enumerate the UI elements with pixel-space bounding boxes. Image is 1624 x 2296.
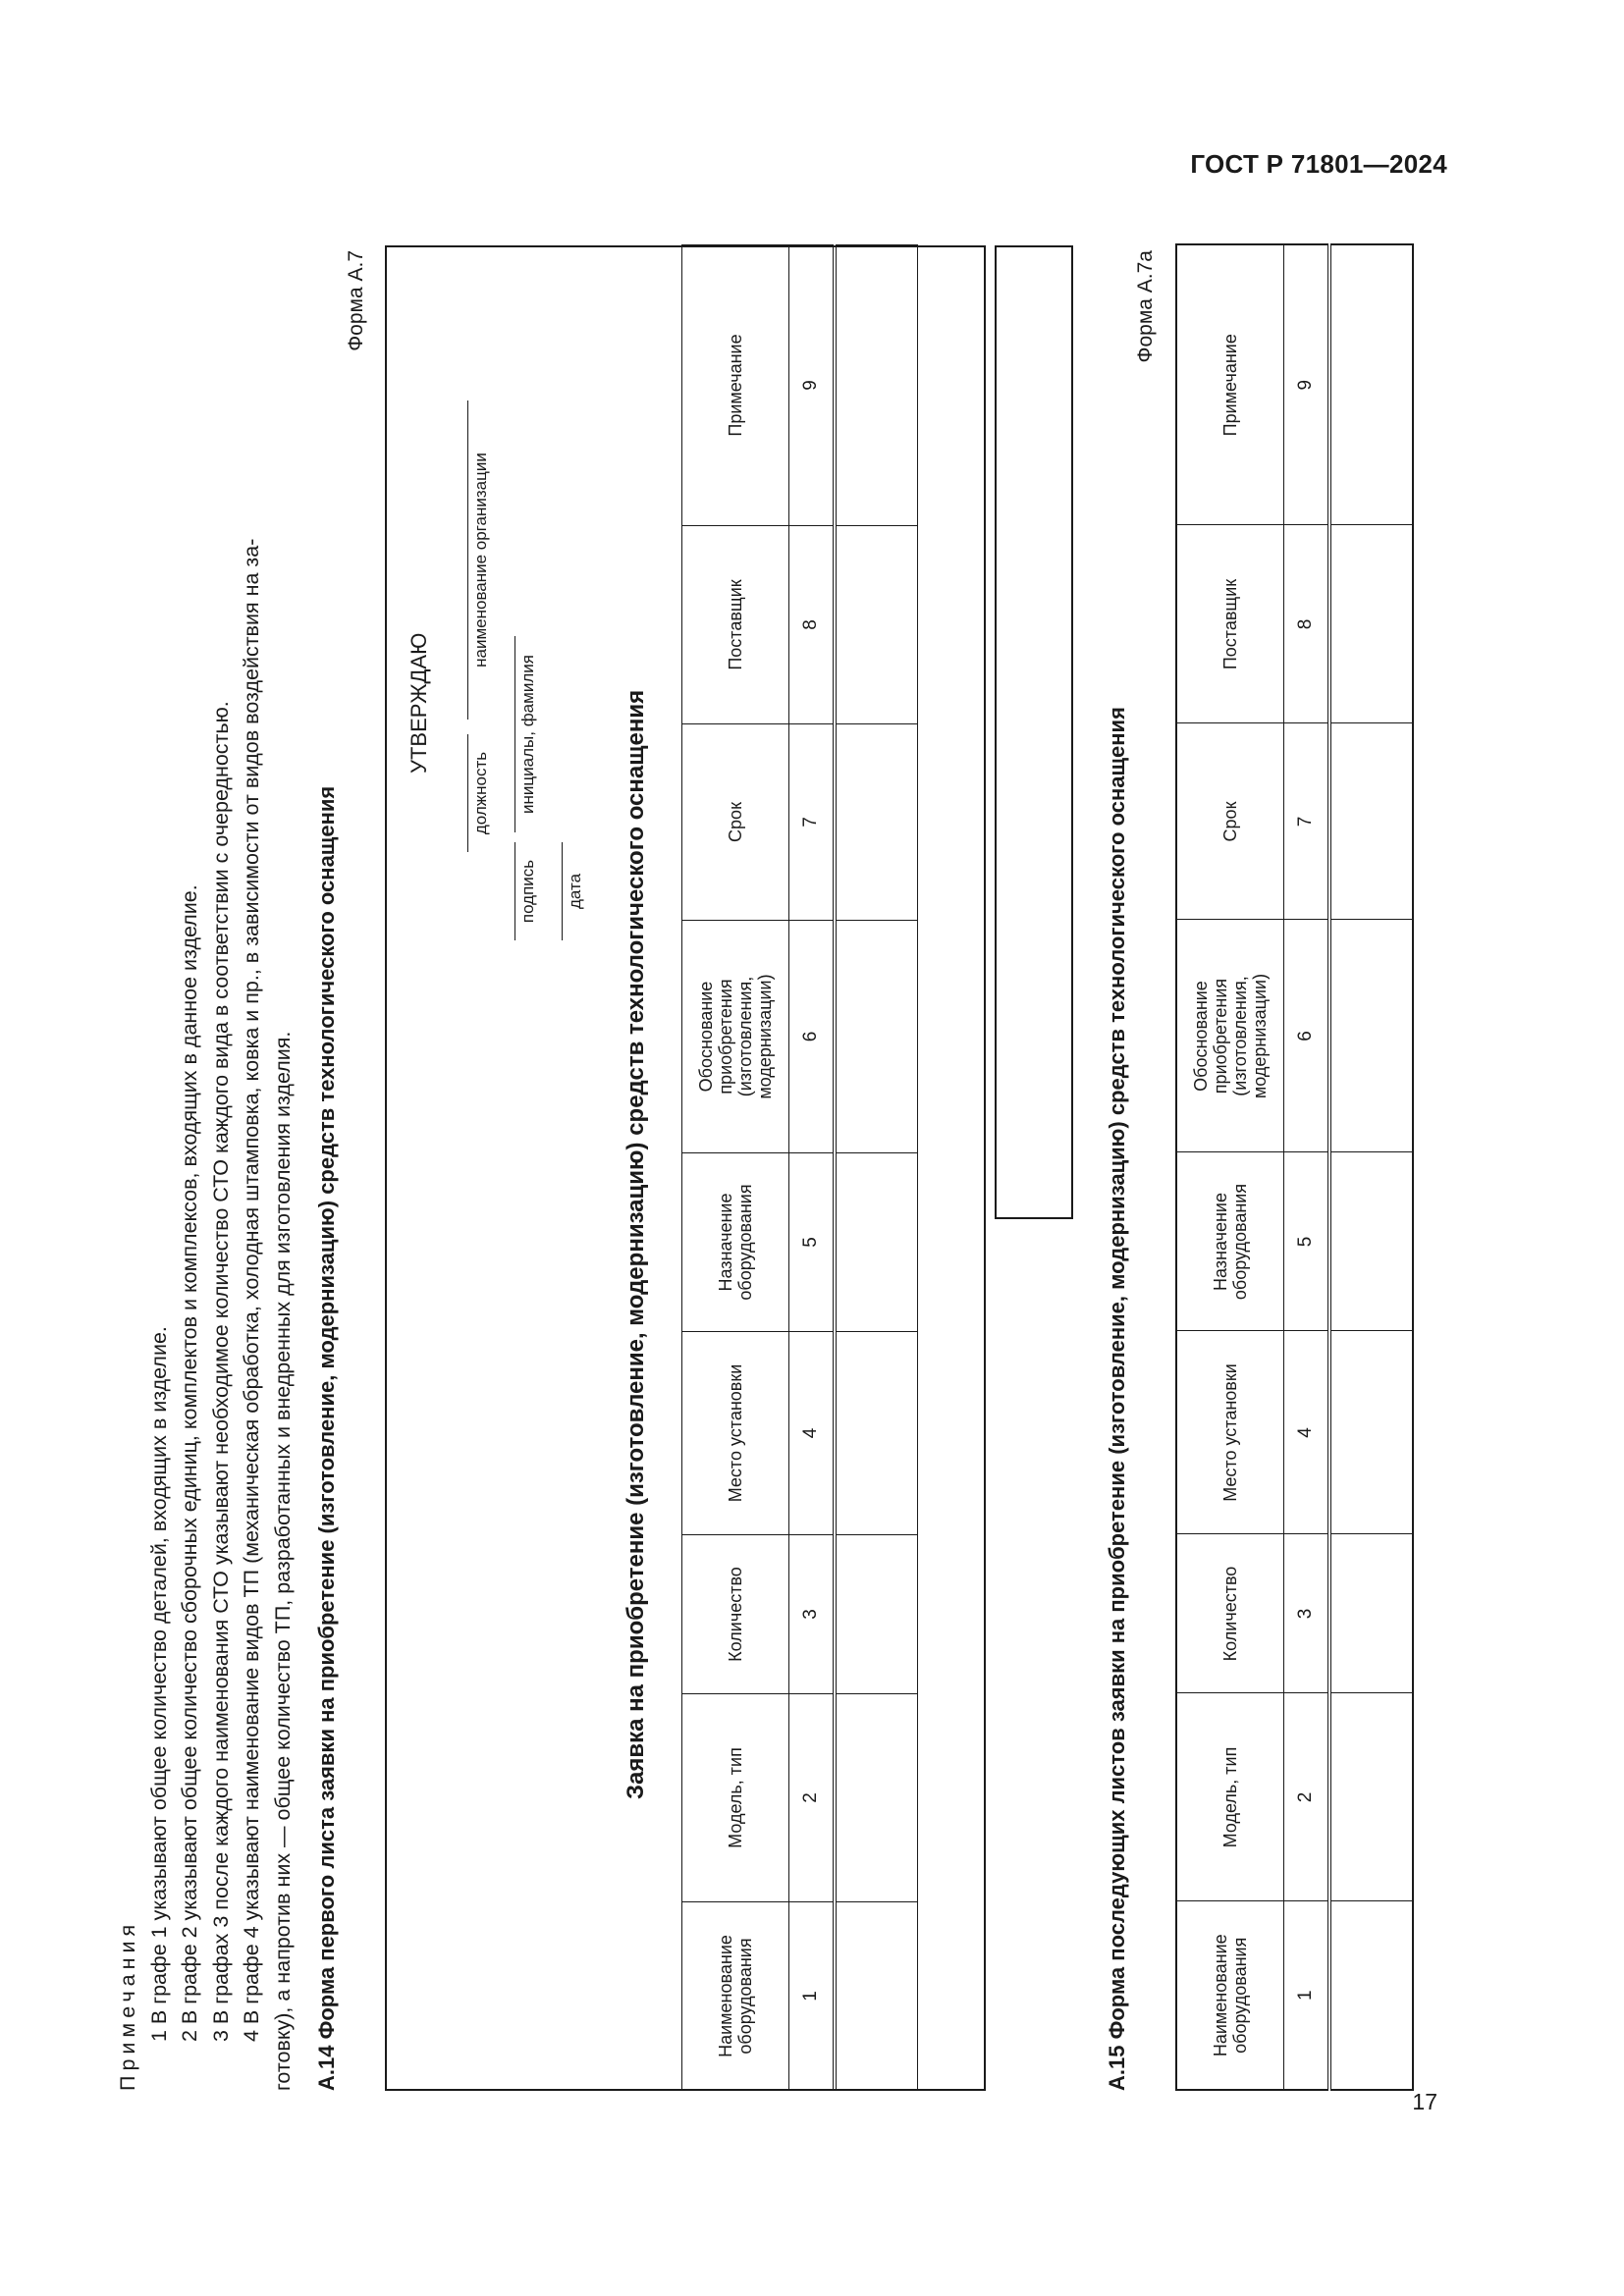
form-a7a-table bbox=[1175, 243, 1414, 2091]
header-cell: Место установки bbox=[1176, 1331, 1284, 1534]
header-cell: Модель, тип bbox=[682, 1694, 789, 1902]
header-cell: Количество bbox=[1176, 1534, 1284, 1693]
number-cell: 9 bbox=[789, 245, 836, 526]
empty-row bbox=[835, 245, 918, 2091]
header-cell: Примечание bbox=[1176, 244, 1284, 525]
note-item: 1 В графе 1 указывают общее количество деталей, входящих в изделие. bbox=[146, 1326, 171, 2042]
signature-caption: подпись bbox=[518, 859, 537, 924]
header-cell: Срок bbox=[682, 724, 789, 921]
number-cell: 1 bbox=[1284, 1901, 1330, 2090]
form-heading: Заявка на приобретение (изготовление, модернизацию) средств технологического оснащения bbox=[623, 689, 649, 1799]
notes-caption: Примечания bbox=[116, 1919, 139, 2091]
position-line bbox=[467, 734, 468, 852]
number-cell: 5 bbox=[1284, 1152, 1330, 1331]
number-cell: 6 bbox=[1284, 920, 1330, 1152]
header-cell: Наименование оборудования bbox=[1176, 1901, 1284, 2090]
form-a7a-label: Форма А.7а bbox=[1134, 250, 1157, 363]
header-row bbox=[682, 245, 789, 2091]
header-row bbox=[1176, 244, 1284, 2090]
rotated-content bbox=[113, 245, 1507, 2091]
form-a7-table bbox=[681, 244, 918, 2091]
date-caption: дата bbox=[566, 873, 584, 910]
number-cell: 9 bbox=[1284, 244, 1330, 525]
number-cell: 8 bbox=[789, 526, 836, 724]
date-line bbox=[562, 842, 563, 940]
number-cell: 5 bbox=[789, 1153, 836, 1332]
signature-line bbox=[514, 842, 515, 940]
note-item: 4 В графе 4 указывают наименование видов ТП (механическая обработка, холодная штамповка, ковка и пр., в зависимости от видов воздействия на за- bbox=[240, 538, 263, 2042]
header-cell: Назначение оборудования bbox=[682, 1153, 789, 1332]
number-cell: 2 bbox=[789, 1694, 836, 1902]
note-item: готовку), а напротив них — общее количество ТП, разработанных и внедренных для изготовления изделия. bbox=[270, 1031, 295, 2091]
header-cell: Количество bbox=[682, 1535, 789, 1694]
number-cell: 7 bbox=[1284, 723, 1330, 920]
number-row bbox=[1284, 244, 1330, 2090]
header-cell: Обоснование приобретения (изготовления, модернизации) bbox=[682, 921, 789, 1153]
organization-line bbox=[467, 400, 468, 720]
note-item: 2 В графе 2 указывают общее количество сборочных единиц, комплектов и комплексов, входящих в данное изделие. bbox=[178, 884, 201, 2042]
organization-caption: наименование организации bbox=[471, 453, 490, 667]
number-cell: 8 bbox=[1284, 525, 1330, 723]
number-cell: 2 bbox=[1284, 1693, 1330, 1901]
number-cell: 3 bbox=[1284, 1534, 1330, 1693]
name-caption: инициалы, фамилия bbox=[518, 655, 537, 814]
header-cell: Примечание bbox=[682, 245, 789, 526]
header-cell: Место установки bbox=[682, 1332, 789, 1535]
number-cell: 3 bbox=[789, 1535, 836, 1694]
name-line bbox=[514, 636, 515, 832]
header-cell: Модель, тип bbox=[1176, 1693, 1284, 1901]
note-item: 3 В графах 3 после каждого наименования СТО указывают необходимое количество СТО каждого вида в соответствии с очередностью. bbox=[208, 701, 233, 2042]
standard-code: ГОСТ Р 71801—2024 bbox=[1190, 149, 1447, 179]
number-row bbox=[789, 245, 836, 2091]
header-cell: Поставщик bbox=[1176, 525, 1284, 723]
section-a15-title: А.15 Форма последующих листов заявки на приобретение (изготовление, модернизацию) средств технологического оснащения bbox=[1105, 707, 1129, 2091]
header-cell: Наименование оборудования bbox=[682, 1902, 789, 2091]
approve-heading: УТВЕРЖДАЮ bbox=[406, 632, 431, 774]
header-cell: Поставщик bbox=[682, 526, 789, 724]
side-box bbox=[995, 245, 1073, 1219]
number-cell: 4 bbox=[1284, 1331, 1330, 1534]
position-caption: должность bbox=[471, 751, 490, 835]
number-cell: 1 bbox=[789, 1902, 836, 2091]
approve-block bbox=[387, 243, 632, 1068]
header-cell: Назначение оборудования bbox=[1176, 1152, 1284, 1331]
header-cell: Срок bbox=[1176, 723, 1284, 920]
number-cell: 6 bbox=[789, 921, 836, 1153]
notes bbox=[113, 245, 298, 2091]
empty-row bbox=[1329, 244, 1413, 2090]
number-cell: 4 bbox=[789, 1332, 836, 1535]
section-a14-title: А.14 Форма первого листа заявки на приобретение (изготовление, модернизацию) средств технологического оснащения bbox=[314, 785, 339, 2091]
form-a7-label: Форма А.7 bbox=[345, 250, 367, 351]
page-number: 17 bbox=[1412, 2089, 1437, 2114]
number-cell: 7 bbox=[789, 724, 836, 921]
header-cell: Обоснование приобретения (изготовления, модернизации) bbox=[1176, 920, 1284, 1152]
form-a7 bbox=[385, 245, 986, 2091]
